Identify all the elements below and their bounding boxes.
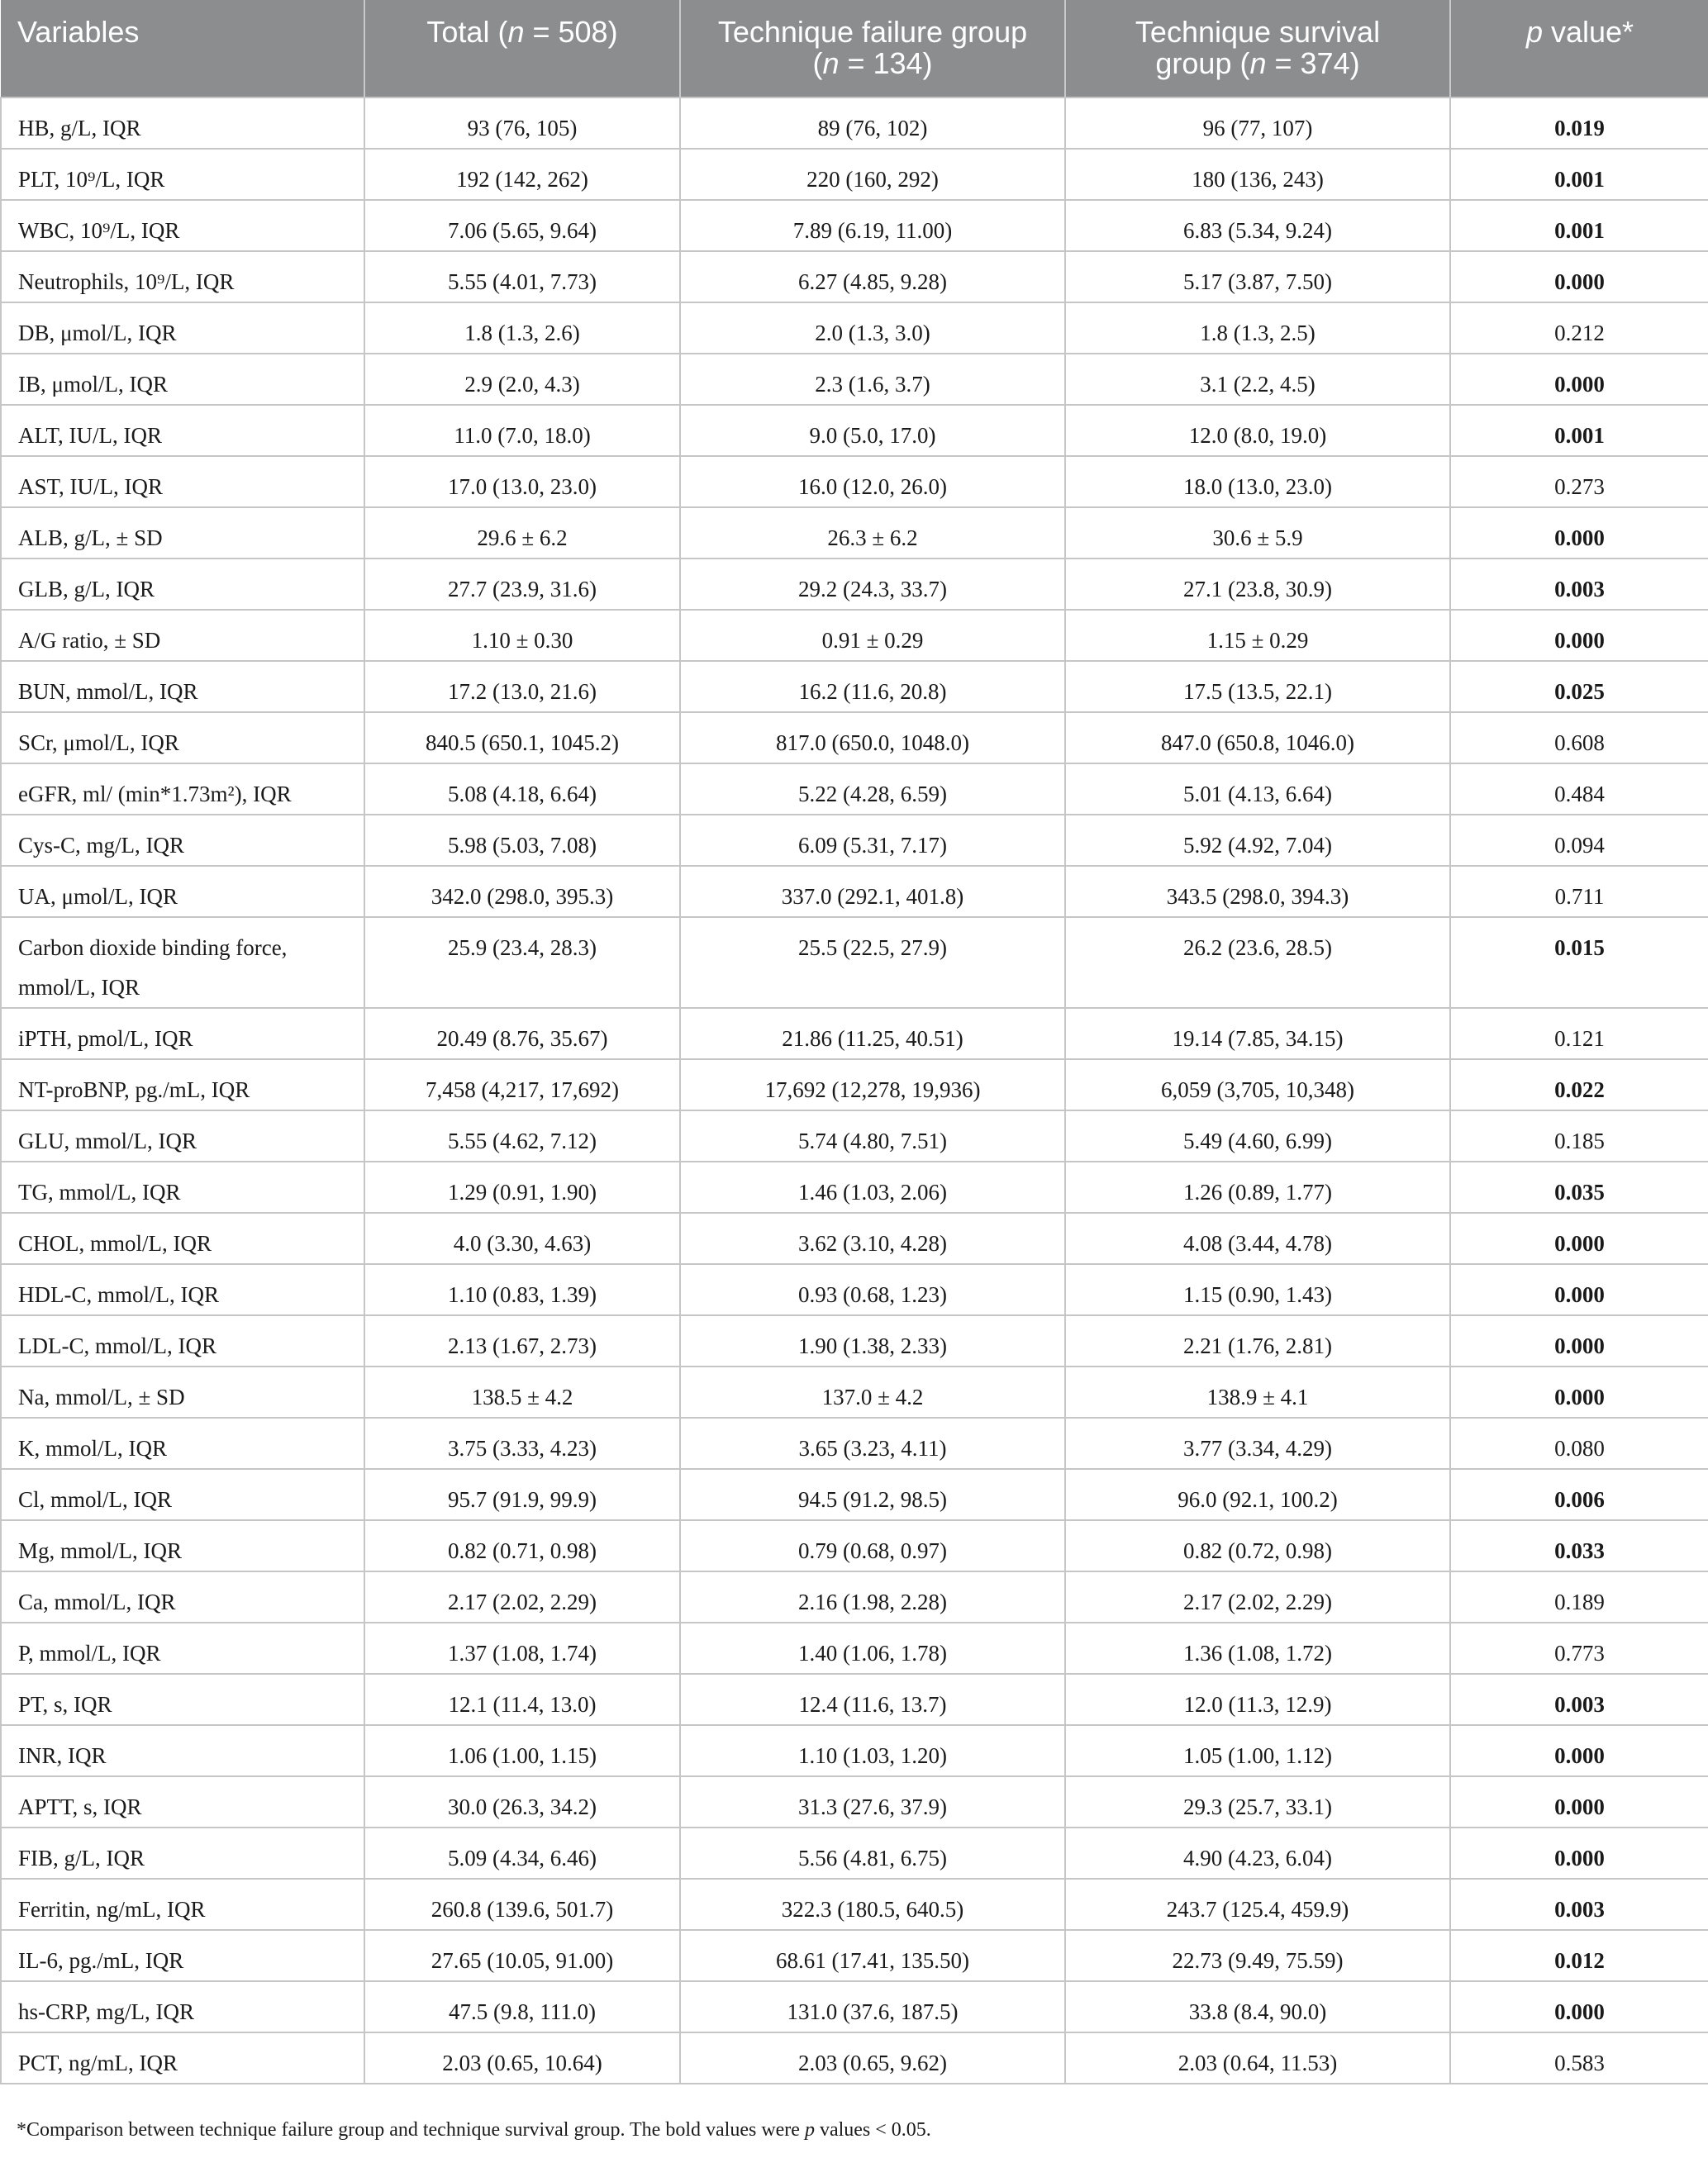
- cell-variable: TG, mmol/L, IQR: [1, 1162, 364, 1213]
- cell-failure-group: 3.65 (3.23, 4.11): [680, 1418, 1065, 1469]
- header-row: [1, 0, 1708, 97]
- cell-failure-group: 89 (76, 102): [680, 97, 1065, 149]
- cell-p-value: 0.033: [1450, 1520, 1708, 1571]
- cell-failure-group: 68.61 (17.41, 135.50): [680, 1930, 1065, 1981]
- cell-survival-group: 1.26 (0.89, 1.77): [1065, 1162, 1450, 1213]
- cell-failure-group: 322.3 (180.5, 640.5): [680, 1879, 1065, 1930]
- cell-variable: INR, IQR: [1, 1725, 364, 1776]
- cell-p-value: 0.035: [1450, 1162, 1708, 1213]
- cell-total: 342.0 (298.0, 395.3): [364, 866, 680, 917]
- cell-variable: P, mmol/L, IQR: [1, 1623, 364, 1674]
- cell-failure-group: 1.90 (1.38, 2.33): [680, 1315, 1065, 1367]
- cell-variable: GLB, g/L, IQR: [1, 559, 364, 610]
- cell-total: 0.82 (0.71, 0.98): [364, 1520, 680, 1571]
- table-row: [1, 610, 1708, 661]
- cell-survival-group: 19.14 (7.85, 34.15): [1065, 1008, 1450, 1059]
- cell-total: 20.49 (8.76, 35.67): [364, 1008, 680, 1059]
- cell-variable: PT, s, IQR: [1, 1674, 364, 1725]
- cell-survival-group: 1.15 (0.90, 1.43): [1065, 1264, 1450, 1315]
- cell-variable: Carbon dioxide binding force, mmol/L, IQR: [1, 917, 364, 1008]
- header-failure-group: Technique failure group (n = 134): [680, 0, 1065, 97]
- cell-failure-group: 31.3 (27.6, 37.9): [680, 1776, 1065, 1828]
- cell-total: 840.5 (650.1, 1045.2): [364, 712, 680, 763]
- table-row: [1, 456, 1708, 507]
- cell-p-value: 0.121: [1450, 1008, 1708, 1059]
- cell-failure-group: 25.5 (22.5, 27.9): [680, 917, 1065, 1008]
- table-row: [1, 507, 1708, 559]
- cell-p-value: 0.001: [1450, 405, 1708, 456]
- cell-p-value: 0.022: [1450, 1059, 1708, 1110]
- cell-total: 4.0 (3.30, 4.63): [364, 1213, 680, 1264]
- cell-survival-group: 2.17 (2.02, 2.29): [1065, 1571, 1450, 1623]
- cell-p-value: 0.212: [1450, 302, 1708, 354]
- cell-survival-group: 4.08 (3.44, 4.78): [1065, 1213, 1450, 1264]
- cell-survival-group: 1.8 (1.3, 2.5): [1065, 302, 1450, 354]
- cell-p-value: 0.000: [1450, 354, 1708, 405]
- table-row: [1, 917, 1708, 1008]
- table-row: [1, 1981, 1708, 2032]
- cell-p-value: 0.773: [1450, 1623, 1708, 1674]
- table-row: [1, 302, 1708, 354]
- cell-variable: DB, μmol/L, IQR: [1, 302, 364, 354]
- table-row: [1, 97, 1708, 149]
- cell-failure-group: 6.27 (4.85, 9.28): [680, 251, 1065, 302]
- cell-total: 2.03 (0.65, 10.64): [364, 2032, 680, 2084]
- table-row: [1, 1520, 1708, 1571]
- cell-total: 47.5 (9.8, 111.0): [364, 1981, 680, 2032]
- cell-p-value: 0.003: [1450, 559, 1708, 610]
- cell-total: 27.65 (10.05, 91.00): [364, 1930, 680, 1981]
- cell-p-value: 0.484: [1450, 763, 1708, 815]
- table-row: [1, 1418, 1708, 1469]
- table-row: [1, 1008, 1708, 1059]
- cell-survival-group: 4.90 (4.23, 6.04): [1065, 1828, 1450, 1879]
- cell-failure-group: 817.0 (650.0, 1048.0): [680, 712, 1065, 763]
- table-row: [1, 1930, 1708, 1981]
- cell-variable: APTT, s, IQR: [1, 1776, 364, 1828]
- cell-total: 1.10 ± 0.30: [364, 610, 680, 661]
- cell-total: 12.1 (11.4, 13.0): [364, 1674, 680, 1725]
- cell-variable: NT-proBNP, pg./mL, IQR: [1, 1059, 364, 1110]
- cell-survival-group: 26.2 (23.6, 28.5): [1065, 917, 1450, 1008]
- cell-total: 1.8 (1.3, 2.6): [364, 302, 680, 354]
- cell-failure-group: 5.74 (4.80, 7.51): [680, 1110, 1065, 1162]
- cell-failure-group: 21.86 (11.25, 40.51): [680, 1008, 1065, 1059]
- cell-total: 30.0 (26.3, 34.2): [364, 1776, 680, 1828]
- table-row: [1, 251, 1708, 302]
- table-row: [1, 559, 1708, 610]
- cell-failure-group: 137.0 ± 4.2: [680, 1367, 1065, 1418]
- cell-total: 5.55 (4.62, 7.12): [364, 1110, 680, 1162]
- cell-survival-group: 5.92 (4.92, 7.04): [1065, 815, 1450, 866]
- cell-total: 29.6 ± 6.2: [364, 507, 680, 559]
- table-row: [1, 763, 1708, 815]
- table-row: [1, 1469, 1708, 1520]
- cell-failure-group: 12.4 (11.6, 13.7): [680, 1674, 1065, 1725]
- cell-p-value: 0.000: [1450, 507, 1708, 559]
- table-row: [1, 1110, 1708, 1162]
- table-row: [1, 712, 1708, 763]
- cell-variable: eGFR, ml/ (min*1.73m²), IQR: [1, 763, 364, 815]
- cell-p-value: 0.006: [1450, 1469, 1708, 1520]
- cell-total: 1.06 (1.00, 1.15): [364, 1725, 680, 1776]
- table-row: [1, 866, 1708, 917]
- cell-failure-group: 2.0 (1.3, 3.0): [680, 302, 1065, 354]
- table-header: [1, 0, 1708, 97]
- cell-failure-group: 2.16 (1.98, 2.28): [680, 1571, 1065, 1623]
- cell-survival-group: 343.5 (298.0, 394.3): [1065, 866, 1450, 917]
- cell-total: 1.37 (1.08, 1.74): [364, 1623, 680, 1674]
- table-row: [1, 1725, 1708, 1776]
- cell-survival-group: 27.1 (23.8, 30.9): [1065, 559, 1450, 610]
- cell-variable: HDL-C, mmol/L, IQR: [1, 1264, 364, 1315]
- cell-survival-group: 2.03 (0.64, 11.53): [1065, 2032, 1450, 2084]
- table-row: [1, 815, 1708, 866]
- cell-failure-group: 220 (160, 292): [680, 149, 1065, 200]
- cell-survival-group: 12.0 (8.0, 19.0): [1065, 405, 1450, 456]
- table-row: [1, 661, 1708, 712]
- cell-p-value: 0.189: [1450, 1571, 1708, 1623]
- cell-variable: hs-CRP, mg/L, IQR: [1, 1981, 364, 2032]
- cell-p-value: 0.000: [1450, 1981, 1708, 2032]
- cell-p-value: 0.000: [1450, 1367, 1708, 1418]
- cell-p-value: 0.273: [1450, 456, 1708, 507]
- cell-survival-group: 138.9 ± 4.1: [1065, 1367, 1450, 1418]
- cell-variable: Na, mmol/L, ± SD: [1, 1367, 364, 1418]
- cell-failure-group: 3.62 (3.10, 4.28): [680, 1213, 1065, 1264]
- cell-p-value: 0.000: [1450, 251, 1708, 302]
- cell-variable: Cl, mmol/L, IQR: [1, 1469, 364, 1520]
- table-footnote: *Comparison between technique failure group and technique survival group. The bold values were p values < 0.05.: [17, 2119, 931, 2141]
- cell-failure-group: 17,692 (12,278, 19,936): [680, 1059, 1065, 1110]
- cell-variable: Ca, mmol/L, IQR: [1, 1571, 364, 1623]
- cell-failure-group: 16.0 (12.0, 26.0): [680, 456, 1065, 507]
- cell-failure-group: 16.2 (11.6, 20.8): [680, 661, 1065, 712]
- cell-variable: Cys-C, mg/L, IQR: [1, 815, 364, 866]
- cell-p-value: 0.000: [1450, 1776, 1708, 1828]
- table-row: [1, 405, 1708, 456]
- cell-p-value: 0.012: [1450, 1930, 1708, 1981]
- cell-p-value: 0.003: [1450, 1879, 1708, 1930]
- cell-variable: CHOL, mmol/L, IQR: [1, 1213, 364, 1264]
- cell-survival-group: 6.83 (5.34, 9.24): [1065, 200, 1450, 251]
- cell-total: 5.98 (5.03, 7.08): [364, 815, 680, 866]
- cell-p-value: 0.000: [1450, 1828, 1708, 1879]
- table-row: [1, 149, 1708, 200]
- cell-failure-group: 337.0 (292.1, 401.8): [680, 866, 1065, 917]
- cell-failure-group: 6.09 (5.31, 7.17): [680, 815, 1065, 866]
- cell-p-value: 0.000: [1450, 1315, 1708, 1367]
- cell-variable: LDL-C, mmol/L, IQR: [1, 1315, 364, 1367]
- table-row: [1, 1315, 1708, 1367]
- cell-failure-group: 7.89 (6.19, 11.00): [680, 200, 1065, 251]
- cell-variable: HB, g/L, IQR: [1, 97, 364, 149]
- cell-variable: IL-6, pg./mL, IQR: [1, 1930, 364, 1981]
- cell-survival-group: 1.15 ± 0.29: [1065, 610, 1450, 661]
- cell-survival-group: 12.0 (11.3, 12.9): [1065, 1674, 1450, 1725]
- cell-p-value: 0.001: [1450, 200, 1708, 251]
- cell-survival-group: 243.7 (125.4, 459.9): [1065, 1879, 1450, 1930]
- cell-variable: Neutrophils, 10⁹/L, IQR: [1, 251, 364, 302]
- table-row: [1, 1059, 1708, 1110]
- cell-p-value: 0.019: [1450, 97, 1708, 149]
- cell-failure-group: 2.3 (1.6, 3.7): [680, 354, 1065, 405]
- cell-p-value: 0.185: [1450, 1110, 1708, 1162]
- table-row: [1, 200, 1708, 251]
- cell-total: 17.0 (13.0, 23.0): [364, 456, 680, 507]
- header-p-value: p value*: [1450, 0, 1708, 97]
- cell-total: 2.13 (1.67, 2.73): [364, 1315, 680, 1367]
- table-row: [1, 1674, 1708, 1725]
- header-total: Total (n = 508): [364, 0, 680, 97]
- cell-total: 1.10 (0.83, 1.39): [364, 1264, 680, 1315]
- table-row: [1, 1162, 1708, 1213]
- cell-variable: BUN, mmol/L, IQR: [1, 661, 364, 712]
- cell-variable: ALT, IU/L, IQR: [1, 405, 364, 456]
- header-survival-group: Technique survival group (n = 374): [1065, 0, 1450, 97]
- cell-variable: A/G ratio, ± SD: [1, 610, 364, 661]
- cell-survival-group: 22.73 (9.49, 75.59): [1065, 1930, 1450, 1981]
- cell-variable: AST, IU/L, IQR: [1, 456, 364, 507]
- cell-total: 2.9 (2.0, 4.3): [364, 354, 680, 405]
- cell-variable: FIB, g/L, IQR: [1, 1828, 364, 1879]
- cell-p-value: 0.711: [1450, 866, 1708, 917]
- cell-survival-group: 18.0 (13.0, 23.0): [1065, 456, 1450, 507]
- cell-total: 95.7 (91.9, 99.9): [364, 1469, 680, 1520]
- cell-survival-group: 33.8 (8.4, 90.0): [1065, 1981, 1450, 2032]
- cell-failure-group: 5.22 (4.28, 6.59): [680, 763, 1065, 815]
- cell-total: 5.55 (4.01, 7.73): [364, 251, 680, 302]
- header-variables: Variables: [17, 15, 140, 49]
- table-body: [1, 97, 1708, 2084]
- cell-failure-group: 1.46 (1.03, 2.06): [680, 1162, 1065, 1213]
- cell-total: 1.29 (0.91, 1.90): [364, 1162, 680, 1213]
- cell-p-value: 0.000: [1450, 1264, 1708, 1315]
- cell-failure-group: 1.10 (1.03, 1.20): [680, 1725, 1065, 1776]
- table-row: [1, 2032, 1708, 2084]
- cell-p-value: 0.003: [1450, 1674, 1708, 1725]
- cell-p-value: 0.583: [1450, 2032, 1708, 2084]
- cell-variable: Mg, mmol/L, IQR: [1, 1520, 364, 1571]
- cell-p-value: 0.608: [1450, 712, 1708, 763]
- cell-survival-group: 3.77 (3.34, 4.29): [1065, 1418, 1450, 1469]
- table-row: [1, 1367, 1708, 1418]
- cell-survival-group: 0.82 (0.72, 0.98): [1065, 1520, 1450, 1571]
- cell-survival-group: 17.5 (13.5, 22.1): [1065, 661, 1450, 712]
- table-row: [1, 1264, 1708, 1315]
- cell-variable: SCr, μmol/L, IQR: [1, 712, 364, 763]
- cell-survival-group: 29.3 (25.7, 33.1): [1065, 1776, 1450, 1828]
- cell-survival-group: 180 (136, 243): [1065, 149, 1450, 200]
- cell-total: 5.08 (4.18, 6.64): [364, 763, 680, 815]
- cell-failure-group: 0.79 (0.68, 0.97): [680, 1520, 1065, 1571]
- cell-variable: IB, μmol/L, IQR: [1, 354, 364, 405]
- cell-failure-group: 0.91 ± 0.29: [680, 610, 1065, 661]
- table-row: [1, 1213, 1708, 1264]
- cell-failure-group: 1.40 (1.06, 1.78): [680, 1623, 1065, 1674]
- table-row: [1, 1776, 1708, 1828]
- cell-failure-group: 9.0 (5.0, 17.0): [680, 405, 1065, 456]
- cell-p-value: 0.080: [1450, 1418, 1708, 1469]
- cell-survival-group: 2.21 (1.76, 2.81): [1065, 1315, 1450, 1367]
- cell-failure-group: 0.93 (0.68, 1.23): [680, 1264, 1065, 1315]
- cell-variable: Ferritin, ng/mL, IQR: [1, 1879, 364, 1930]
- cell-p-value: 0.000: [1450, 610, 1708, 661]
- cell-total: 11.0 (7.0, 18.0): [364, 405, 680, 456]
- cell-failure-group: 2.03 (0.65, 9.62): [680, 2032, 1065, 2084]
- cell-total: 138.5 ± 4.2: [364, 1367, 680, 1418]
- cell-variable: K, mmol/L, IQR: [1, 1418, 364, 1469]
- cell-total: 93 (76, 105): [364, 97, 680, 149]
- cell-variable: UA, μmol/L, IQR: [1, 866, 364, 917]
- cell-variable: GLU, mmol/L, IQR: [1, 1110, 364, 1162]
- cell-p-value: 0.015: [1450, 917, 1708, 1008]
- cell-survival-group: 847.0 (650.8, 1046.0): [1065, 712, 1450, 763]
- cell-total: 192 (142, 262): [364, 149, 680, 200]
- cell-p-value: 0.094: [1450, 815, 1708, 866]
- cell-total: 27.7 (23.9, 31.6): [364, 559, 680, 610]
- cell-survival-group: 96 (77, 107): [1065, 97, 1450, 149]
- cell-failure-group: 94.5 (91.2, 98.5): [680, 1469, 1065, 1520]
- cell-failure-group: 26.3 ± 6.2: [680, 507, 1065, 559]
- cell-survival-group: 3.1 (2.2, 4.5): [1065, 354, 1450, 405]
- table-row: [1, 1879, 1708, 1930]
- table-row: [1, 1828, 1708, 1879]
- cell-p-value: 0.025: [1450, 661, 1708, 712]
- cell-survival-group: 5.49 (4.60, 6.99): [1065, 1110, 1450, 1162]
- cell-total: 17.2 (13.0, 21.6): [364, 661, 680, 712]
- cell-total: 260.8 (139.6, 501.7): [364, 1879, 680, 1930]
- cell-variable: ALB, g/L, ± SD: [1, 507, 364, 559]
- cell-survival-group: 1.05 (1.00, 1.12): [1065, 1725, 1450, 1776]
- cell-p-value: 0.000: [1450, 1213, 1708, 1264]
- cell-survival-group: 96.0 (92.1, 100.2): [1065, 1469, 1450, 1520]
- cell-total: 7,458 (4,217, 17,692): [364, 1059, 680, 1110]
- cell-p-value: 0.001: [1450, 149, 1708, 200]
- cell-survival-group: 1.36 (1.08, 1.72): [1065, 1623, 1450, 1674]
- cell-survival-group: 5.01 (4.13, 6.64): [1065, 763, 1450, 815]
- cell-total: 25.9 (23.4, 28.3): [364, 917, 680, 1008]
- table-row: [1, 1623, 1708, 1674]
- cell-variable: iPTH, pmol/L, IQR: [1, 1008, 364, 1059]
- table-row: [1, 354, 1708, 405]
- cell-total: 3.75 (3.33, 4.23): [364, 1418, 680, 1469]
- cell-survival-group: 5.17 (3.87, 7.50): [1065, 251, 1450, 302]
- cell-survival-group: 6,059 (3,705, 10,348): [1065, 1059, 1450, 1110]
- cell-failure-group: 29.2 (24.3, 33.7): [680, 559, 1065, 610]
- cell-variable: PLT, 10⁹/L, IQR: [1, 149, 364, 200]
- cell-variable: PCT, ng/mL, IQR: [1, 2032, 364, 2084]
- cell-p-value: 0.000: [1450, 1725, 1708, 1776]
- cell-failure-group: 131.0 (37.6, 187.5): [680, 1981, 1065, 2032]
- cell-failure-group: 5.56 (4.81, 6.75): [680, 1828, 1065, 1879]
- cell-variable: WBC, 10⁹/L, IQR: [1, 200, 364, 251]
- cell-total: 2.17 (2.02, 2.29): [364, 1571, 680, 1623]
- cell-survival-group: 30.6 ± 5.9: [1065, 507, 1450, 559]
- cell-total: 7.06 (5.65, 9.64): [364, 200, 680, 251]
- table-row: [1, 1571, 1708, 1623]
- cell-total: 5.09 (4.34, 6.46): [364, 1828, 680, 1879]
